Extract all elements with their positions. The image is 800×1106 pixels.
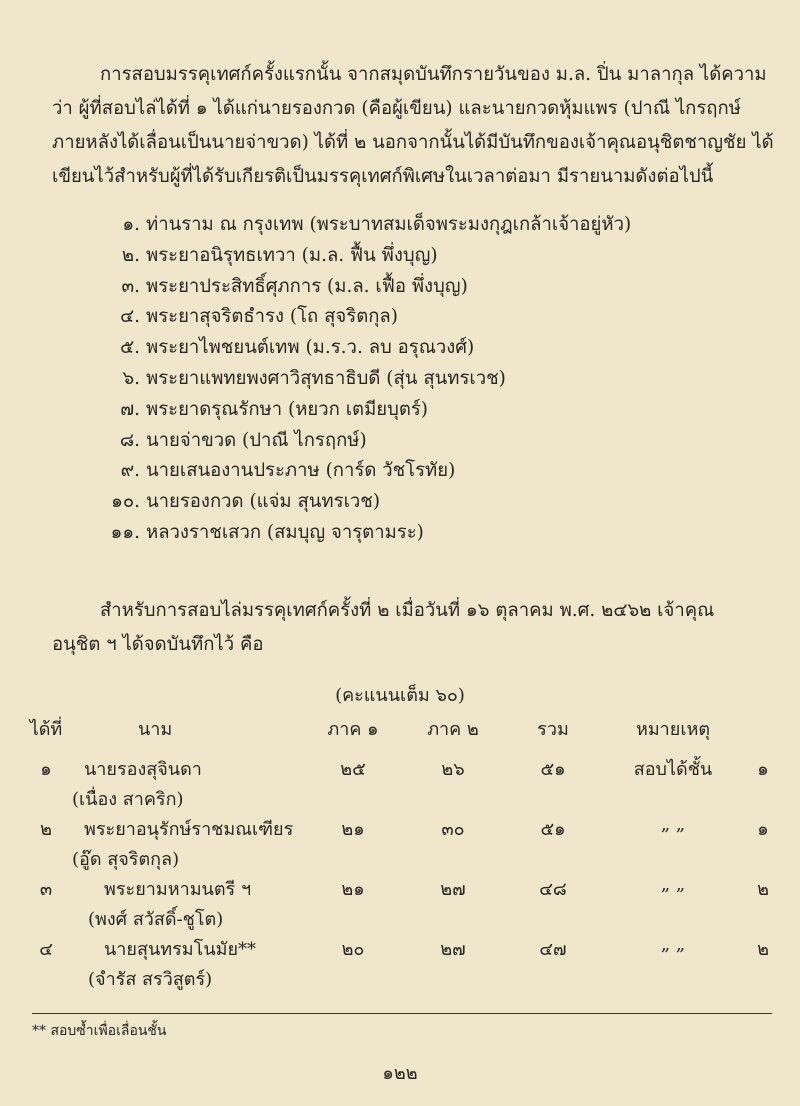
intro-line: ว่า ผู้ที่สอบไล่ได้ที่ ๑ ได้แก่นายรองกวด (คือผู้เขียน) และนายกวดหุ้มแพร (ปาณี ไกรฤกษ์ <box>52 98 741 119</box>
full-score-note: (คะแนนเต็ม ๖๐) <box>335 685 465 706</box>
list-item: ๔. พระยาสุจริตธำรง (โถ สุจริตกุล) <box>120 306 398 328</box>
header-rank: ได้ที่ <box>29 719 63 740</box>
list-item: ๘. นายจ่าขวด (ปาณี ไกรฤกษ์) <box>119 429 367 451</box>
table-row: ๑ นายรองสุจินดา ๒๕ ๒๖ ๕๑ สอบได้ชั้น ๑ (เนื่อง สาคริก) <box>28 754 780 814</box>
row-subname: (พงศ์ สวัสดิ์-ชูโต) <box>88 909 224 930</box>
header-part2: ภาค ๒ <box>427 719 479 740</box>
footnote: ** สอบซ้ำเพื่อเลื่อนชั้น <box>32 1023 167 1039</box>
list-item: ๕. พระยาไพชยนต์เทพ (ม.ร.ว. ลบ อรุณวงศ์) <box>120 337 475 359</box>
intro-line: ภายหลังได้เลื่อนเป็นนายจ่าขวด) ได้ที่ ๒ นอกจากนั้นได้มีบันทึกของเจ้าคุณอนุชิตชาญชัย ได้ <box>52 132 774 153</box>
header-part1: ภาค ๑ <box>327 719 379 740</box>
row-subname: (อู๊ด สุจริตกุล) <box>72 849 180 870</box>
list-item: ๒. พระยาอนิรุทธเทวา (ม.ล. ฟื้น พึ่งบุญ) <box>121 244 438 266</box>
list-item: ๖. พระยาแพทยพงศาวิสุทธาธิบดี (สุ่น สุนทรเวช) <box>122 367 506 389</box>
list-item: ๑. ท่านราม ณ กรุงเทพ (พระบาทสมเด็จพระมงกุฎเกล้าเจ้าอยู่หัว) <box>122 214 632 235</box>
list-item: ๙. นายเสนองานประภาษ (การ์ด วัชโรทัย) <box>120 460 456 482</box>
row-subname: (จำรัส สรวิสูตร์) <box>88 969 213 990</box>
second-exam-paragraph <box>52 594 774 662</box>
second-line: อนุชิต ฯ ได้จดบันทึกไว้ คือ <box>52 634 264 655</box>
header-remark: หมายเหตุ <box>635 719 711 740</box>
header-name: นาม <box>138 719 173 740</box>
score-table <box>28 714 780 994</box>
honorary-guide-list <box>100 210 720 549</box>
header-total: รวม <box>537 719 569 740</box>
list-item: ๓. พระยาประสิทธิ์ศุภการ (ม.ล. เฟื้อ พึ่งบุญ) <box>121 275 468 297</box>
page-number: ๑๒๒ <box>382 1063 418 1084</box>
table-row: ๔ นายสุนทรมโนมัย** ๒๐ ๒๗ ๔๗ „ „ ๒ (จำรัส สรวิสูตร์) <box>28 934 780 994</box>
list-item: ๗. พระยาดรุณรักษา (หยวก เตมียบุตร์) <box>120 398 429 420</box>
table-row: ๒ พระยาอนุรักษ์ราชมณเฑียร ๒๑ ๓๐ ๕๑ „ „ ๑ (อู๊ด สุจริตกุล) <box>28 814 780 874</box>
table-row: ๓ พระยามหามนตรี ฯ ๒๑ ๒๗ ๔๘ „ „ ๒ (พงศ์ สวัสดิ์-ชูโต) <box>28 874 780 934</box>
list-item: ๑๑. หลวงราชเสวก (สมบุญ จารุตามระ) <box>110 521 424 543</box>
row-subname: (เนื่อง สาคริก) <box>72 789 184 810</box>
table-header <box>28 714 780 744</box>
intro-paragraph <box>52 58 774 194</box>
second-line: สำหรับการสอบไล่มรรคุเทศก์ครั้งที่ ๒ เมื่อวันที่ ๑๖ ตุลาคม พ.ศ. ๒๔๖๒ เจ้าคุณ <box>100 600 715 621</box>
list-item: ๑๐. นายรองกวด (แจ่ม สุนทรเวช) <box>111 491 381 513</box>
footnote-divider <box>32 1013 772 1014</box>
intro-line: การสอบมรรคุเทศก์ครั้งแรกนั้น จากสมุดบันทึกรายวันของ ม.ล. ปิ่น มาลากุล ได้ความ <box>100 64 767 85</box>
intro-line: เขียนไว้สำหรับผู้ที่ได้รับเกียรติเป็นมรรคุเทศก์พิเศษในเวลาต่อมา มีรายนามดังต่อไปนี้ <box>52 166 714 187</box>
